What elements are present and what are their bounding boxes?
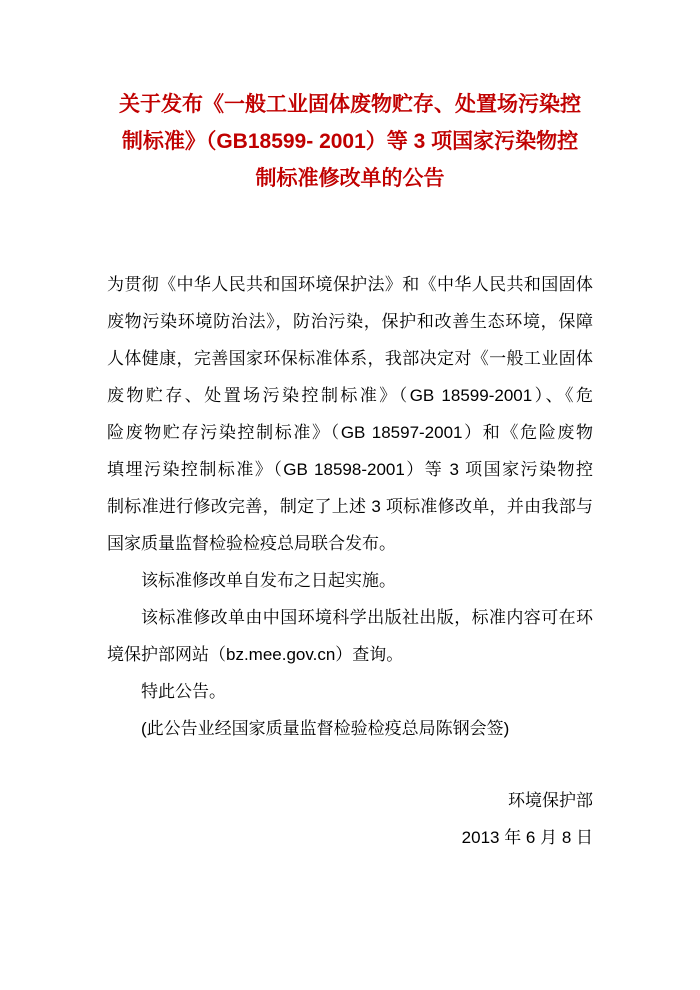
signature-block [107, 782, 593, 856]
body-line: 制标准进行修改完善，制定了上述 3 项标准修改单，并由我部与 [107, 497, 593, 516]
body-line: 国家质量监督检验检疫总局联合发布。 [107, 534, 396, 553]
body-line: 填埋污染控制标准》（GB 18598-2001）等 3 项国家污染物控 [107, 460, 593, 479]
body-paragraph [107, 673, 593, 710]
countersign-note [107, 710, 593, 747]
body-line: 境保护部网站（bz.mee.gov.cn）查询。 [107, 645, 404, 664]
announcement-title [107, 86, 593, 197]
body-paragraph [107, 562, 593, 599]
announcement-body [107, 266, 593, 747]
title-line: 制标准》（GB18599- 2001）等 3 项国家污染物控 [121, 130, 579, 153]
title-line: 制标准修改单的公告 [255, 167, 445, 190]
body-line: 该标准修改单由中国环境科学出版社出版，标准内容可在环 [141, 608, 593, 627]
body-line: (此公告业经国家质量监督检验检疫总局陈钢会签) [141, 719, 510, 738]
body-line: 人体健康，完善国家环保标准体系，我部决定对《一般工业固体 [107, 349, 593, 368]
body-line: 废物贮存、处置场污染控制标准》（GB 18599-2001）、《危 [107, 386, 593, 405]
body-line: 为贯彻《中华人民共和国环境保护法》和《中华人民共和国固体 [107, 275, 593, 294]
body-line: 该标准修改单自发布之日起实施。 [141, 571, 396, 590]
body-line: 险废物贮存污染控制标准》（GB 18597-2001）和《危险废物 [107, 423, 593, 442]
body-line: 特此公告。 [141, 682, 226, 701]
issuing-authority: 环境保护部 [508, 791, 593, 810]
body-paragraph [107, 599, 593, 673]
title-line: 关于发布《一般工业固体废物贮存、处置场污染控 [119, 93, 581, 116]
issue-date: 2013 年 6 月 8 日 [461, 828, 593, 847]
body-line: 废物污染环境防治法》，防治污染，保护和改善生态环境，保障 [107, 312, 593, 331]
body-paragraph [107, 266, 593, 562]
